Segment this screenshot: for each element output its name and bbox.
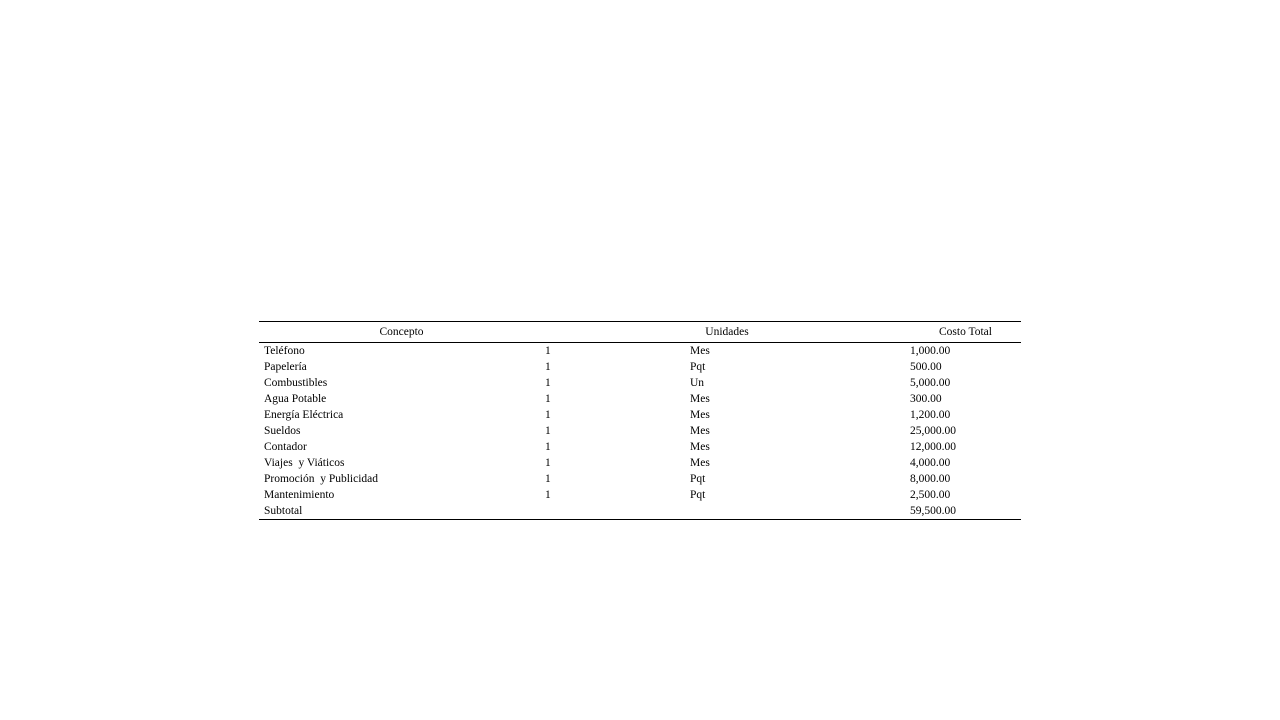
table-row (259, 343, 1021, 360)
cell-qty: 1 (545, 393, 551, 405)
cell-unit: Un (690, 377, 705, 389)
cell-unit: Mes (690, 409, 710, 421)
cell-concept: Sueldos (264, 425, 301, 437)
table-row (259, 391, 1021, 407)
cell-unit: Pqt (690, 473, 706, 485)
cell-concept: Mantenimiento (264, 489, 335, 501)
cell-concept: Papelería (264, 361, 307, 373)
cell-cost: 300.00 (910, 393, 942, 405)
header-total-cost: Costo Total (910, 322, 1021, 343)
cell-concept: Combustibles (264, 377, 328, 389)
header-concept: Concepto (259, 322, 544, 343)
cell-concept: Viajes y Viáticos (264, 457, 345, 469)
table-row (259, 423, 1021, 439)
table-row (259, 455, 1021, 471)
cell-unit: Mes (690, 393, 710, 405)
cell-qty: 1 (545, 489, 551, 501)
cell-qty: 1 (545, 425, 551, 437)
cell-cost: 500.00 (910, 361, 942, 373)
cell-unit: Mes (690, 441, 710, 453)
cell-cost: 12,000.00 (910, 441, 956, 453)
header-row (259, 322, 1021, 343)
cell-qty: 1 (545, 473, 551, 485)
cell-unit: Mes (690, 345, 710, 357)
cell-unit: Pqt (690, 361, 706, 373)
cost-table (259, 321, 1021, 520)
cell-qty: 1 (545, 457, 551, 469)
subtotal-empty-qty (544, 503, 645, 520)
cell-cost: 1,000.00 (910, 345, 951, 357)
table-row (259, 471, 1021, 487)
subtotal-label: Subtotal (259, 503, 544, 520)
cell-unit: Mes (690, 457, 710, 469)
cell-cost: 1,200.00 (910, 409, 951, 421)
cell-unit: Pqt (690, 489, 706, 501)
cell-qty: 1 (545, 409, 551, 421)
table-row (259, 487, 1021, 503)
cell-cost: 4,000.00 (910, 457, 951, 469)
cell-concept: Teléfono (264, 345, 305, 357)
table-row (259, 407, 1021, 423)
cell-concept: Agua Potable (264, 393, 327, 405)
cell-concept: Promoción y Publicidad (264, 473, 379, 485)
cell-cost: 8,000.00 (910, 473, 951, 485)
subtotal-value: 59,500.00 (910, 503, 1021, 520)
table-body (259, 343, 1021, 520)
cell-concept: Contador (264, 441, 307, 453)
table-row (259, 439, 1021, 455)
cell-concept: Energía Eléctrica (264, 409, 344, 421)
subtotal-empty-unit (645, 503, 910, 520)
subtotal-row (259, 503, 1021, 520)
table-header (259, 322, 1021, 343)
table-row (259, 375, 1021, 391)
cell-cost: 5,000.00 (910, 377, 951, 389)
cell-qty: 1 (545, 345, 551, 357)
cell-unit: Mes (690, 425, 710, 437)
cell-cost: 2,500.00 (910, 489, 951, 501)
cell-qty: 1 (545, 361, 551, 373)
header-units: Unidades (544, 322, 910, 343)
cell-qty: 1 (545, 377, 551, 389)
table-row (259, 359, 1021, 375)
cell-qty: 1 (545, 441, 551, 453)
cell-cost: 25,000.00 (910, 425, 956, 437)
